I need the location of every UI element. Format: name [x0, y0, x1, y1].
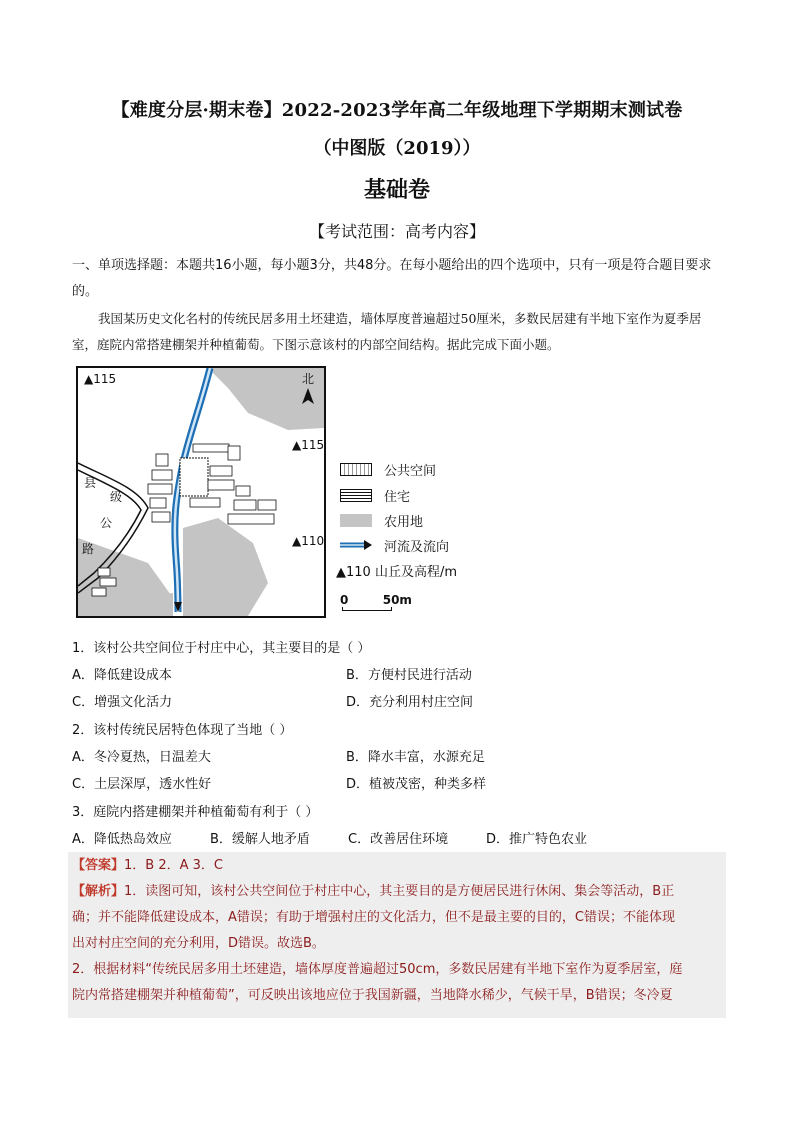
hill-label-se: ▲110: [292, 534, 325, 548]
legend-house: [340, 484, 410, 506]
title-line2: （中图版（2019））: [313, 138, 481, 159]
question-2-option-a: A．冬冷夏热，日温差大: [72, 750, 211, 765]
title-line1: 【难度分层·期末卷】2022-2023学年高二年级地理下学期期末测试卷: [111, 100, 683, 121]
north-label: 北: [302, 372, 315, 386]
house: [100, 578, 116, 586]
analysis-tag: 【解析】: [72, 884, 125, 899]
farmland-s: [183, 518, 268, 616]
question-2-option-d: D．植被茂密，种类多样: [346, 777, 487, 792]
scale-zero: 0: [340, 593, 349, 607]
analysis-line-1: [72, 879, 726, 905]
house: [228, 514, 274, 524]
analysis-line-3: 出对村庄空间的充分利用，D错误。故选B。: [72, 936, 325, 951]
hill-label-nw: ▲115: [84, 372, 117, 386]
house: [208, 480, 234, 490]
public-space-swatch: [340, 463, 372, 476]
house: [210, 466, 232, 476]
house: [98, 568, 110, 576]
legend-label: 住宅: [384, 489, 411, 505]
hill-label-e: ▲115: [292, 438, 325, 452]
public-space: [180, 458, 208, 496]
house: [150, 498, 166, 508]
legend-farm: [340, 509, 423, 531]
legend-label: 农用地: [384, 514, 424, 530]
legend-label: 公共空间: [384, 463, 437, 479]
village-map: [76, 366, 326, 618]
question-3-option-c: C．改善居住环境: [348, 832, 449, 847]
question-2-stem: 2．该村传统民居特色体现了当地（ ）: [72, 723, 293, 738]
question-1-option-a: A．降低建设成本: [72, 668, 172, 683]
house: [234, 500, 256, 510]
answer-tag: 【答案】: [72, 858, 125, 873]
farmland-swatch: [340, 514, 372, 527]
question-3-stem: 3．庭院内搭建棚架并种植葡萄有利于（ ）: [72, 805, 319, 820]
house: [152, 512, 170, 522]
house: [92, 588, 106, 596]
house: [148, 484, 172, 494]
analysis-line-4: 2．根据材料“传统民居多用土坯建造，墙体厚度普遍超过50cm，多数民居建有半地下室作为夏季居室，庭: [72, 962, 683, 977]
house: [193, 444, 229, 452]
house-swatch: [340, 489, 372, 502]
house: [190, 498, 220, 507]
map-scale: [340, 593, 412, 607]
legend-public: [340, 458, 436, 480]
question-2-option-b: B．降水丰富，水源充足: [346, 750, 485, 765]
question-1-option-c: C．增强文化活力: [72, 695, 173, 710]
question-1-stem: 1．该村公共空间位于村庄中心，其主要目的是（ ）: [72, 641, 371, 656]
question-2-option-c: C．土层深厚，透水性好: [72, 777, 212, 792]
scale-bar: [342, 607, 392, 611]
river-arrow-icon: [340, 539, 372, 552]
road-label-4: 路: [82, 542, 95, 556]
answer-line: [72, 853, 726, 879]
answer-text: 1．B 2．A 3．C: [124, 858, 223, 873]
legend-hill: [336, 559, 457, 581]
legend-label: 河流及流向: [384, 539, 450, 555]
road-label-2: 级: [110, 490, 123, 504]
house: [258, 500, 276, 510]
analysis-line-2: 确；并不能降低建设成本，A错误；有助于增强村庄的文化活力，但不是最主要的目的，C错误；不能体现: [72, 910, 675, 925]
question-1-option-d: D．充分利用村庄空间: [346, 695, 474, 710]
house: [228, 446, 240, 460]
question-3-option-d: D．推广特色农业: [486, 832, 588, 847]
road-label-3: 公: [100, 516, 113, 530]
question-3-option-a: A．降低热岛效应: [72, 832, 172, 847]
legend-river: [340, 534, 449, 556]
material-text: 我国某历史文化名村的传统民居多用土坯建造，墙体厚度普遍超过50厘米，多数民居建有半地下室作为夏季居室，庭院内常搭建棚架并种植葡萄。下图示意该村的内部空间结构。据此完成下面小题。: [72, 311, 702, 352]
exam-scope: 【考试范围：高考内容】: [308, 222, 485, 241]
analysis-line-5: 院内常搭建棚架并种植葡萄”，可反映出该地应位于我国新疆，当地降水稀少，气候干旱，B错误；冬冷夏: [72, 988, 673, 1003]
scale-value: 50m: [382, 593, 412, 607]
question-1-option-b: B．方便村民进行活动: [346, 668, 472, 683]
question-3-option-b: B．缓解人地矛盾: [210, 832, 310, 847]
section-instructions: 一、单项选择题：本题共16小题，每小题3分，共48分。在每小题给出的四个选项中，只有一项是符合题目要求的。: [72, 258, 712, 299]
house: [236, 486, 250, 496]
road-label-1: 县: [84, 476, 97, 490]
house: [152, 470, 172, 480]
house: [156, 454, 168, 466]
legend-label: ▲110 山丘及高程/m: [336, 564, 457, 580]
analysis-text: 1．读图可知，该村公共空间位于村庄中心，其主要目的是方便居民进行休闲、集会等活动，B正: [124, 884, 675, 899]
title-line3: 基础卷: [363, 177, 430, 203]
